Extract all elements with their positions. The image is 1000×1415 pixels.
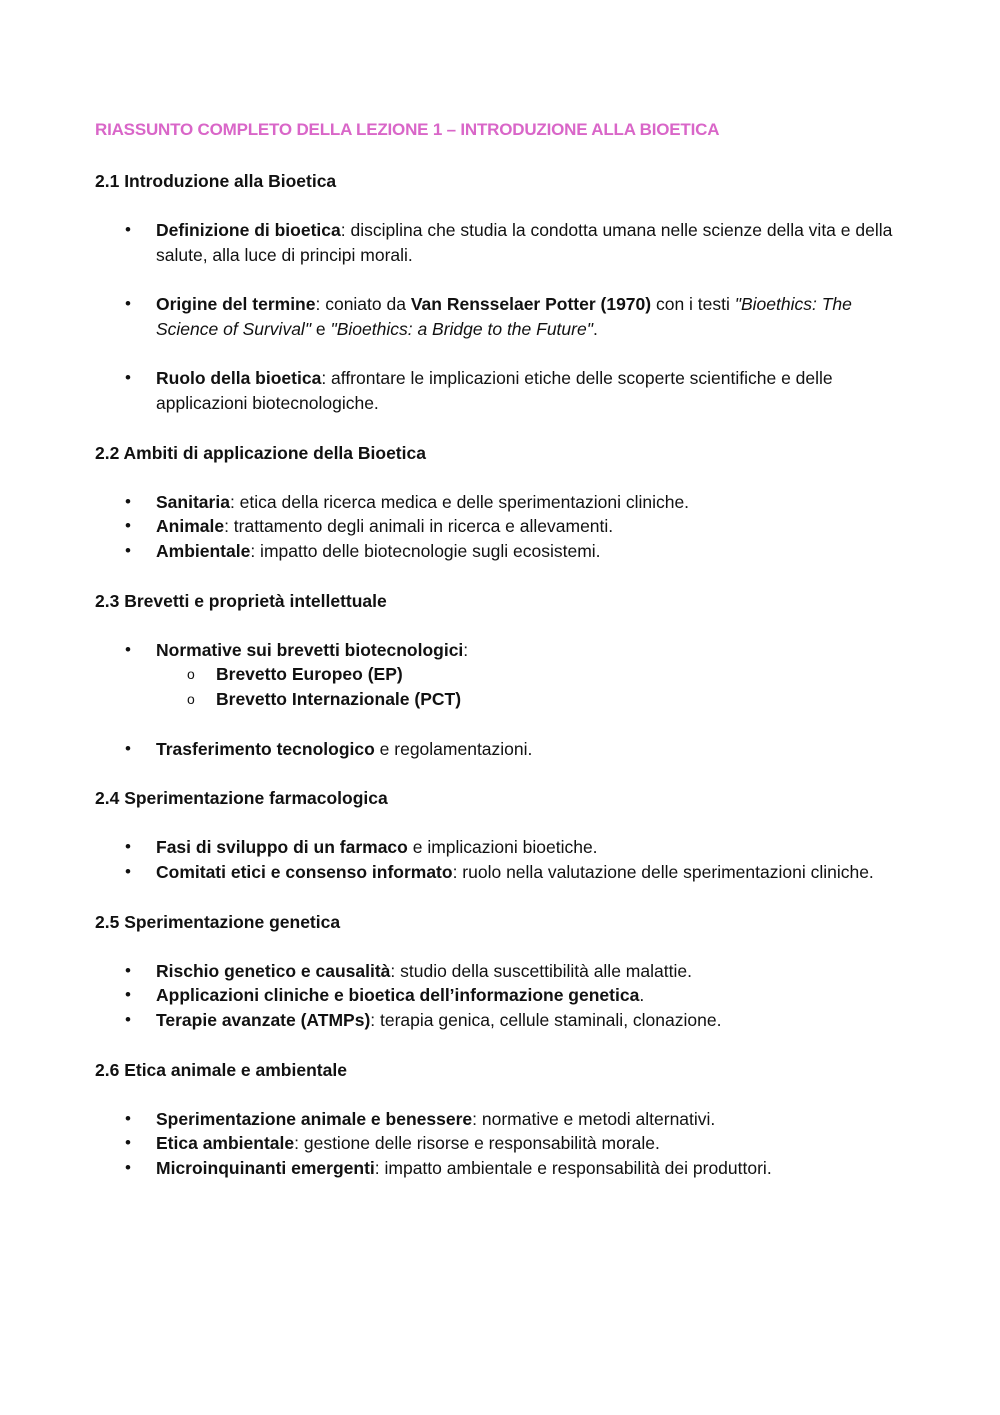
list-item-term: Sanitaria [156,491,230,512]
section-heading-2-3: 2.3 Brevetti e proprietà intellettuale [95,590,387,611]
list-item-text: con i testi [651,294,735,315]
list-item-term: Microinquinanti emergenti [156,1158,375,1179]
list-item-text: : impatto ambientale e responsabilità dei produttori. [374,1158,772,1179]
section-list-2-2 [95,490,895,564]
list-item-term: Animale [156,516,225,537]
list-item-term: Applicazioni cliniche e bioetica dell’informazione genetica [156,985,640,1006]
list-item [95,218,895,267]
section-heading-2-1: 2.1 Introduzione alla Bioetica [95,171,337,191]
list-item-text: : terapia genica, cellule staminali, clonazione. [370,1010,722,1031]
section-list-2-6 [95,1107,895,1181]
section-list-2-5 [95,959,895,1033]
list-item [95,1008,895,1033]
list-item [95,737,895,762]
list-item-text: . [639,985,645,1006]
list-item-text: e implicazioni bioetiche. [407,837,598,858]
document-body [95,118,895,1206]
book-title: "Bioethics: The Science of Survival" [156,294,852,339]
list-item-term: Ambientale [156,541,251,561]
list-item-text: : [463,639,469,660]
section-heading-2-4: 2.4 Sperimentazione farmacologica [95,788,388,809]
sub-list-item: o Brevetto Internazionale (PCT) [156,687,895,712]
list-item-term: Definizione di bioetica [156,220,341,240]
list-item [95,490,895,515]
list-item [95,638,895,712]
list-item-term: Ruolo della bioetica [156,368,322,389]
list-item-text: : impatto delle biotecnologie sugli ecosistemi. [250,541,601,561]
section-heading-2-5: 2.5 Sperimentazione genetica [95,911,341,932]
book-title: "Bioethics: a Bridge to the Future" [330,318,593,339]
section-list-2-3 [95,638,895,762]
list-item-term: Sperimentazione animale e benessere [156,1108,473,1129]
list-item [95,860,895,885]
list-item-text: e [311,318,331,339]
list-item-term: Fasi di sviluppo di un farmaco [156,837,408,858]
list-item [95,959,895,984]
list-item-text: : trattamento degli animali in ricerca e allevamenti. [224,516,614,537]
list-item [95,983,895,1008]
list-item [95,1107,895,1132]
section-list-2-1 [95,218,895,416]
list-item-term: Origine del termine [156,294,316,315]
list-item-text: : etica della ricerca medica e delle sperimentazioni cliniche. [229,491,690,512]
list-item-text: : affrontare le implicazioni etiche delle scoperte scientifiche e delle applicazioni biotecnologiche. [156,368,833,413]
section-heading-2-2: 2.2 Ambiti di applicazione della Bioetica [95,442,426,463]
list-item-term: Etica ambientale [156,1133,295,1154]
document-title: RIASSUNTO COMPLETO DELLA LEZIONE 1 – INTRODUZIONE ALLA BIOETICA [95,120,720,139]
list-item-text: : gestione delle risorse e responsabilità morale. [294,1133,660,1154]
list-item-text: . [592,318,598,339]
list-item-term: Comitati etici e consenso informato [156,861,453,882]
sub-list-item: o Brevetto Europeo (EP) [156,662,895,687]
list-item-text: : ruolo nella valutazione delle sperimentazioni cliniche. [452,861,874,882]
list-item [95,835,895,860]
section-list-2-4 [95,835,895,884]
list-item-text: : normative e metodi alternativi. [472,1108,716,1129]
list-item-term: Trasferimento tecnologico [156,738,375,759]
section-heading-2-6: 2.6 Etica animale e ambientale [95,1059,347,1080]
list-item [95,514,895,539]
list-item-text: e regolamentazioni. [374,738,533,759]
list-item [95,1131,895,1156]
list-item [95,1156,895,1181]
list-item [95,539,895,564]
list-item-term: Rischio genetico e causalità [156,960,391,981]
list-item [95,292,895,341]
list-item-term: Normative sui brevetti biotecnologici [156,639,464,660]
list-item-text: : studio della suscettibilità alle malattie. [390,960,692,981]
list-item-text: : coniato da [315,294,411,315]
list-item [95,366,895,415]
list-item-text: : disciplina che studia la condotta umana nelle scienze della vita e della salute, alla luce di principi morali. [156,220,893,265]
list-item-term: Terapie avanzate (ATMPs) [156,1010,371,1031]
sub-list [156,662,895,711]
author-name: Van Rensselaer Potter (1970) [410,294,652,315]
